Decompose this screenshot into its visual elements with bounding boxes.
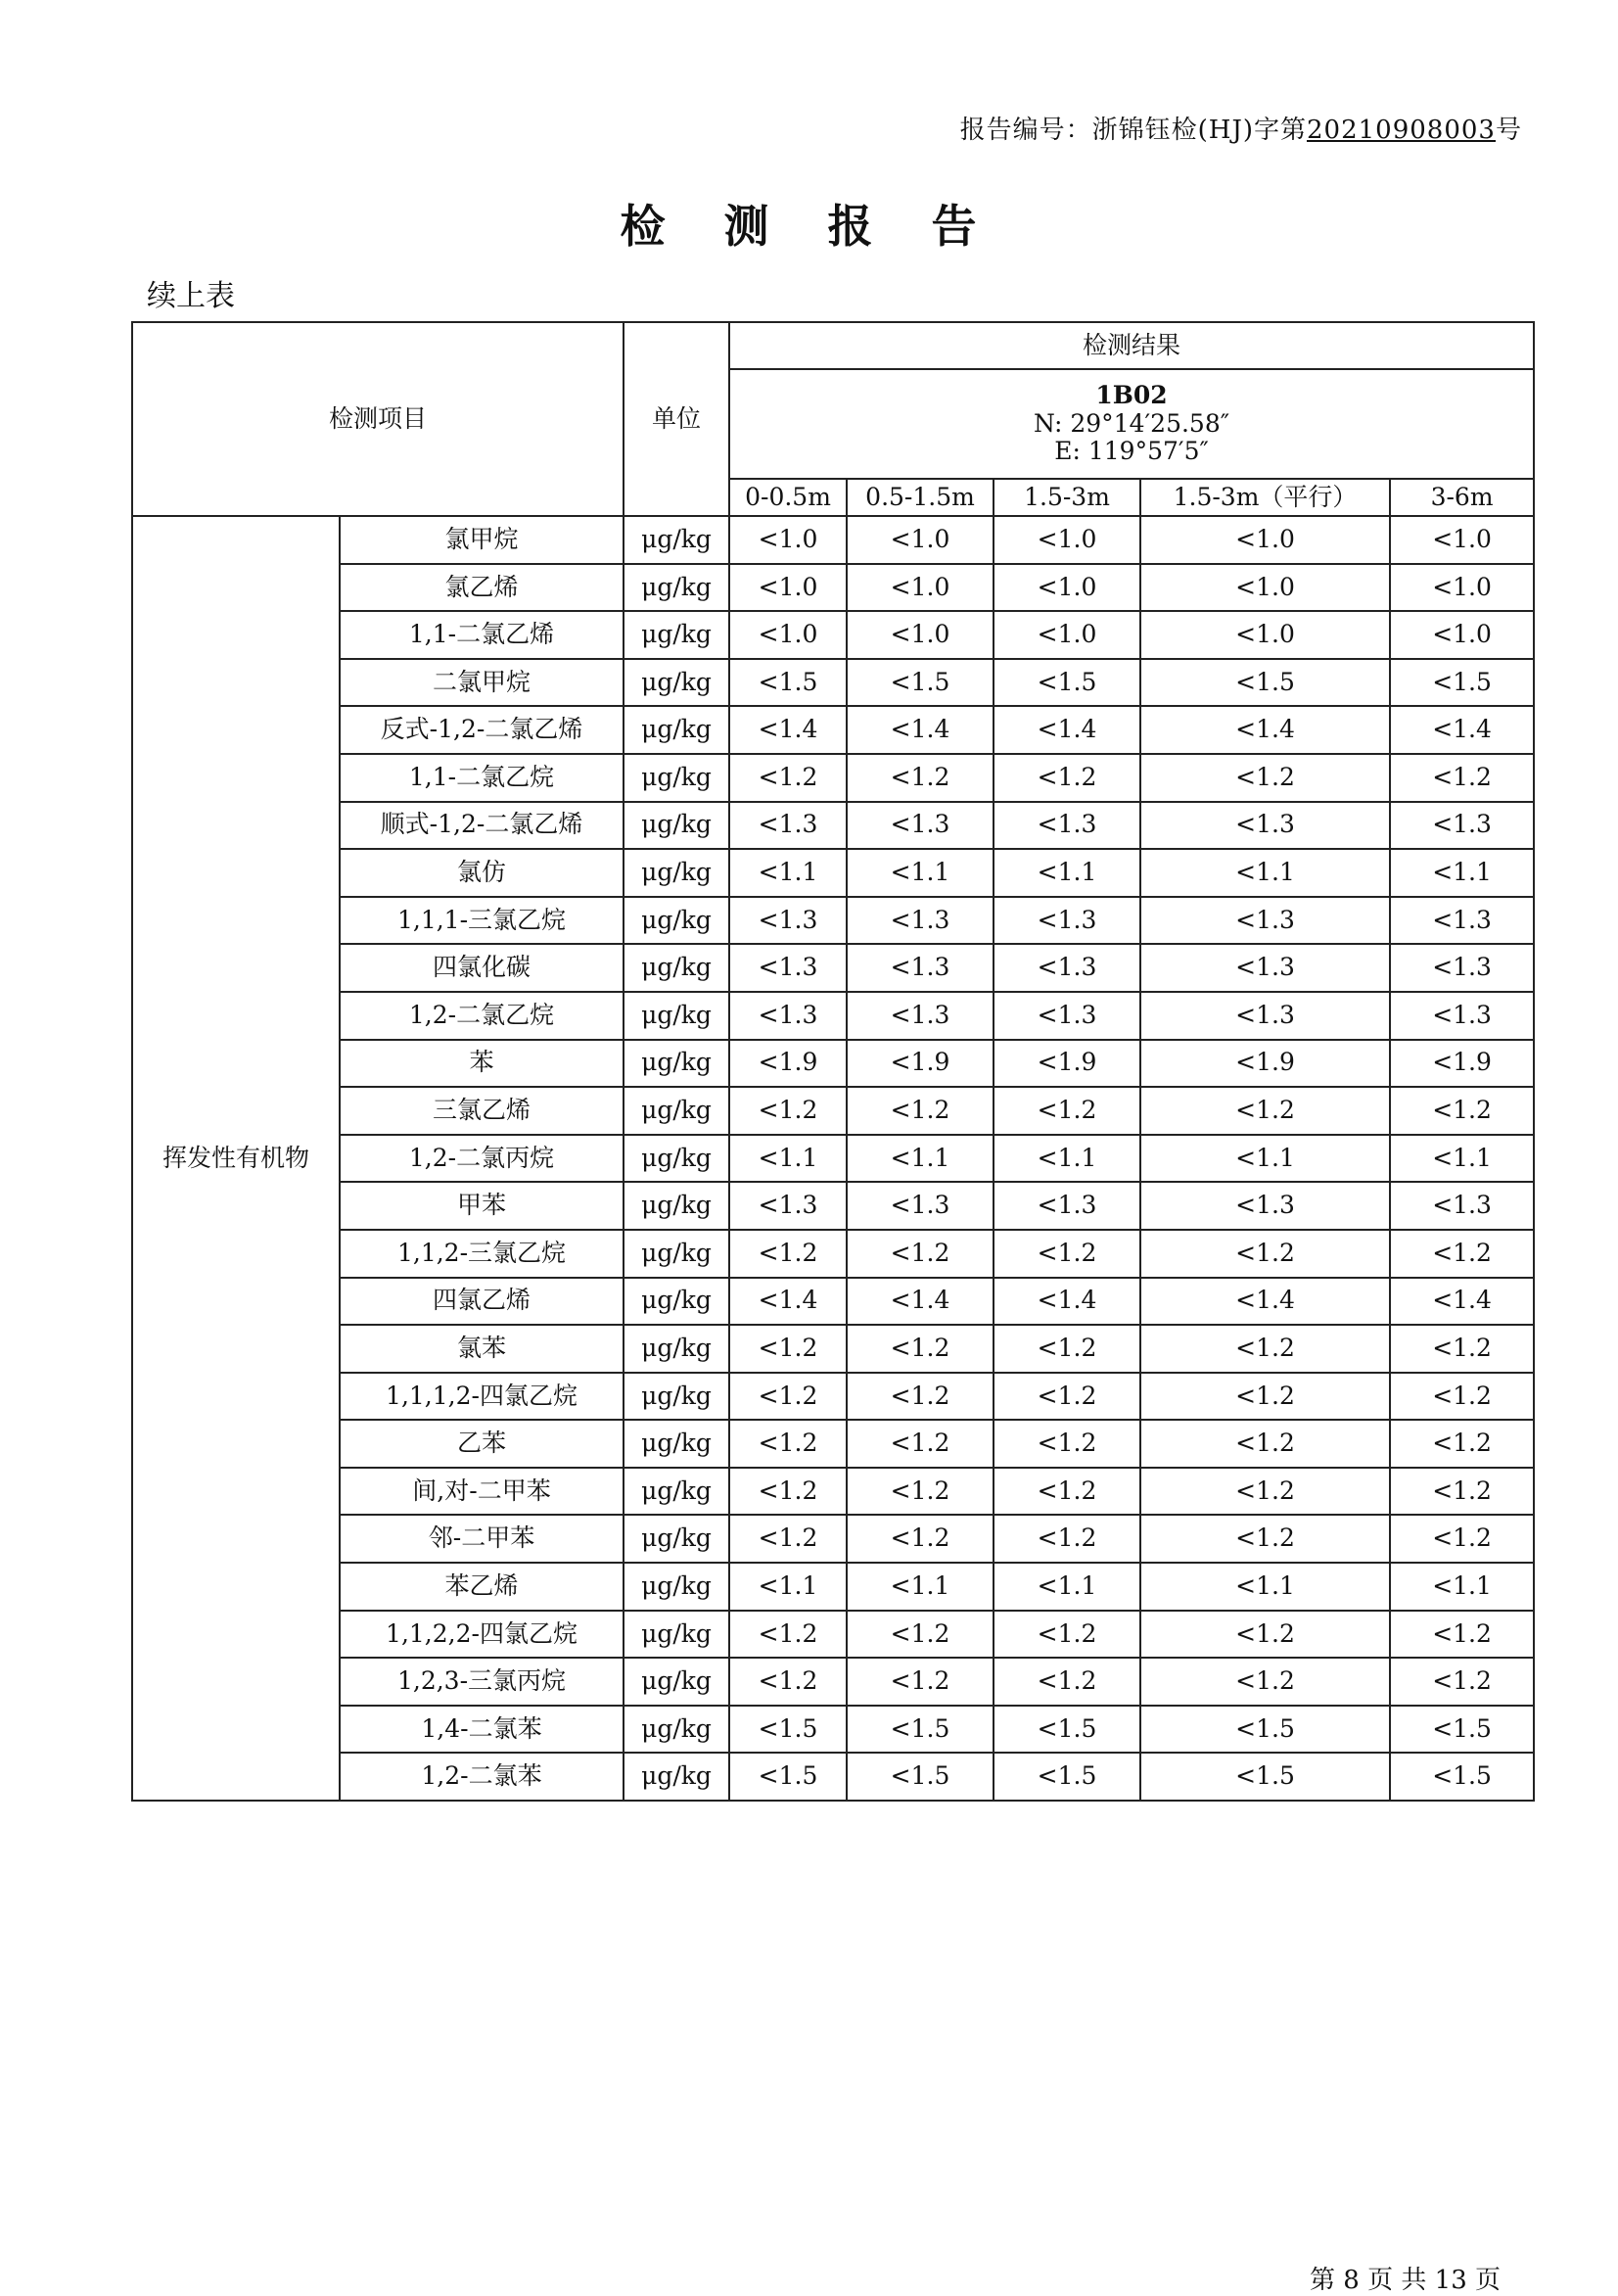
site-code: 1B02 (1095, 380, 1168, 409)
table-row (132, 1611, 1534, 1659)
table-row (132, 564, 1534, 612)
result-value: <1.4 (1390, 1278, 1534, 1326)
result-value: <1.1 (994, 849, 1140, 897)
site-latitude: N: 29°14′25.58″ (1034, 408, 1230, 438)
result-value: <1.0 (1390, 611, 1534, 659)
result-value: <1.2 (1140, 1468, 1390, 1516)
result-value: <1.5 (847, 1753, 994, 1801)
result-value: <1.5 (1390, 1753, 1534, 1801)
result-value: <1.3 (994, 992, 1140, 1040)
result-value: <1.2 (994, 1325, 1140, 1373)
result-value: <1.5 (994, 1706, 1140, 1754)
result-value: <1.1 (729, 849, 847, 897)
analyte-name: 氯仿 (340, 849, 624, 897)
unit-cell: μg/kg (624, 1182, 729, 1230)
result-value: <1.2 (1390, 1325, 1534, 1373)
result-value: <1.2 (1390, 1468, 1534, 1516)
table-row (132, 849, 1534, 897)
report-number-prefix: 报告编号：浙锦钰检(HJ)字第 (959, 116, 1308, 145)
result-value: <1.0 (1140, 611, 1390, 659)
analyte-name: 氯甲烷 (340, 516, 624, 564)
result-value: <1.5 (1140, 659, 1390, 707)
result-value: <1.3 (847, 1182, 994, 1230)
unit-cell: μg/kg (624, 802, 729, 850)
result-value: <1.4 (847, 706, 994, 754)
result-value: <1.2 (994, 1658, 1140, 1706)
result-value: <1.5 (729, 659, 847, 707)
unit-cell: μg/kg (624, 564, 729, 612)
analyte-name: 1,1-二氯乙烯 (340, 611, 624, 659)
report-number-suffix: 号 (1495, 116, 1522, 145)
table-row (132, 1753, 1534, 1801)
result-value: <1.5 (729, 1706, 847, 1754)
unit-cell: μg/kg (624, 992, 729, 1040)
result-value: <1.9 (994, 1040, 1140, 1088)
result-value: <1.1 (1140, 1135, 1390, 1183)
result-value: <1.0 (994, 564, 1140, 612)
analyte-name: 氯苯 (340, 1325, 624, 1373)
result-value: <1.1 (994, 1135, 1140, 1183)
analyte-name: 1,4-二氯苯 (340, 1706, 624, 1754)
result-value: <1.2 (847, 1468, 994, 1516)
continued-label: 续上表 (147, 279, 235, 313)
unit-cell: μg/kg (624, 1658, 729, 1706)
unit-cell: μg/kg (624, 516, 729, 564)
depth-column-header: 1.5-3m (994, 479, 1140, 516)
item-header: 检测项目 (132, 322, 624, 516)
document-title: 检 测 报 告 (620, 200, 998, 253)
unit-cell: μg/kg (624, 944, 729, 992)
unit-cell: μg/kg (624, 1135, 729, 1183)
result-value: <1.3 (847, 802, 994, 850)
table-row (132, 1278, 1534, 1326)
result-value: <1.1 (994, 1563, 1140, 1611)
result-value: <1.2 (994, 1420, 1140, 1468)
result-value: <1.2 (1140, 754, 1390, 802)
result-value: <1.5 (994, 1753, 1140, 1801)
result-value: <1.2 (729, 1230, 847, 1278)
result-value: <1.3 (729, 802, 847, 850)
result-value: <1.3 (994, 897, 1140, 945)
unit-cell: μg/kg (624, 754, 729, 802)
result-value: <1.3 (994, 802, 1140, 850)
unit-cell: μg/kg (624, 611, 729, 659)
result-value: <1.3 (1140, 802, 1390, 850)
analyte-name: 乙苯 (340, 1420, 624, 1468)
result-value: <1.3 (1390, 802, 1534, 850)
report-number-value: 20210908003 (1307, 116, 1496, 145)
result-value: <1.2 (729, 1468, 847, 1516)
analyte-name: 1,1-二氯乙烷 (340, 754, 624, 802)
table-row (132, 1182, 1534, 1230)
result-value: <1.3 (1140, 992, 1390, 1040)
result-value: <1.3 (847, 944, 994, 992)
result-value: <1.0 (847, 611, 994, 659)
result-value: <1.2 (1140, 1515, 1390, 1563)
result-value: <1.2 (994, 1515, 1140, 1563)
result-value: <1.2 (847, 1515, 994, 1563)
analyte-name: 甲苯 (340, 1182, 624, 1230)
result-value: <1.2 (847, 1087, 994, 1135)
analyte-name: 反式-1,2-二氯乙烯 (340, 706, 624, 754)
result-value: <1.2 (847, 754, 994, 802)
result-value: <1.5 (847, 1706, 994, 1754)
page-number: 第 8 页 共 13 页 (1310, 2266, 1501, 2295)
analyte-name: 1,1,1-三氯乙烷 (340, 897, 624, 945)
result-value: <1.2 (1140, 1325, 1390, 1373)
result-value: <1.9 (847, 1040, 994, 1088)
unit-cell: μg/kg (624, 1373, 729, 1421)
result-value: <1.1 (1390, 849, 1534, 897)
result-value: <1.4 (994, 706, 1140, 754)
result-value: <1.0 (1140, 564, 1390, 612)
result-value: <1.3 (1140, 944, 1390, 992)
depth-column-header: 3-6m (1390, 479, 1534, 516)
result-value: <1.3 (847, 897, 994, 945)
result-value: <1.0 (847, 516, 994, 564)
result-value: <1.2 (729, 1658, 847, 1706)
table-row (132, 1040, 1534, 1088)
result-value: <1.3 (729, 992, 847, 1040)
result-value: <1.3 (729, 1182, 847, 1230)
result-value: <1.2 (1140, 1230, 1390, 1278)
result-value: <1.0 (994, 516, 1140, 564)
result-value: <1.5 (1390, 1706, 1534, 1754)
result-value: <1.3 (1390, 1182, 1534, 1230)
result-value: <1.4 (847, 1278, 994, 1326)
result-value: <1.2 (729, 754, 847, 802)
unit-cell: μg/kg (624, 1515, 729, 1563)
table-row (132, 1087, 1534, 1135)
result-value: <1.1 (1390, 1563, 1534, 1611)
result-value: <1.2 (847, 1373, 994, 1421)
result-value: <1.2 (729, 1611, 847, 1659)
analyte-name: 1,1,2-三氯乙烷 (340, 1230, 624, 1278)
table-row (132, 1230, 1534, 1278)
depth-column-header: 0.5-1.5m (847, 479, 994, 516)
table-row (132, 1515, 1534, 1563)
result-value: <1.2 (847, 1420, 994, 1468)
result-value: <1.2 (994, 754, 1140, 802)
unit-cell: μg/kg (624, 706, 729, 754)
result-value: <1.2 (729, 1373, 847, 1421)
result-value: <1.2 (1390, 1611, 1534, 1659)
result-value: <1.0 (1140, 516, 1390, 564)
result-value: <1.2 (1390, 754, 1534, 802)
result-table (131, 321, 1535, 1802)
analyte-name: 间,对-二甲苯 (340, 1468, 624, 1516)
result-value: <1.4 (729, 706, 847, 754)
result-value: <1.2 (1140, 1373, 1390, 1421)
result-value: <1.1 (1140, 1563, 1390, 1611)
unit-cell: μg/kg (624, 1563, 729, 1611)
analyte-name: 苯乙烯 (340, 1563, 624, 1611)
result-value: <1.0 (847, 564, 994, 612)
table-row (132, 1325, 1534, 1373)
result-value: <1.9 (729, 1040, 847, 1088)
result-value: <1.2 (994, 1087, 1140, 1135)
result-value: <1.2 (847, 1611, 994, 1659)
table-row (132, 1373, 1534, 1421)
results-header: 检测结果 (729, 322, 1534, 369)
result-value: <1.9 (1140, 1040, 1390, 1088)
result-value: <1.3 (1390, 944, 1534, 992)
result-value: <1.4 (994, 1278, 1140, 1326)
table-row (132, 1706, 1534, 1754)
result-value: <1.3 (847, 992, 994, 1040)
analyte-name: 苯 (340, 1040, 624, 1088)
depth-column-header: 1.5-3m（平行） (1140, 479, 1390, 516)
result-value: <1.2 (1390, 1658, 1534, 1706)
result-value: <1.2 (994, 1230, 1140, 1278)
result-value: <1.2 (729, 1087, 847, 1135)
result-value: <1.1 (847, 849, 994, 897)
result-value: <1.4 (1140, 706, 1390, 754)
result-value: <1.2 (847, 1658, 994, 1706)
analyte-name: 1,2-二氯丙烷 (340, 1135, 624, 1183)
unit-cell: μg/kg (624, 1087, 729, 1135)
unit-cell: μg/kg (624, 1230, 729, 1278)
result-value: <1.1 (729, 1135, 847, 1183)
table-row (132, 1563, 1534, 1611)
table-row (132, 897, 1534, 945)
table-row (132, 611, 1534, 659)
result-value: <1.2 (1390, 1373, 1534, 1421)
unit-cell: μg/kg (624, 897, 729, 945)
table-row (132, 992, 1534, 1040)
unit-cell: μg/kg (624, 849, 729, 897)
result-value: <1.1 (1390, 1135, 1534, 1183)
analyte-name: 四氯乙烯 (340, 1278, 624, 1326)
table-row (132, 516, 1534, 564)
table-row (132, 1658, 1534, 1706)
result-value: <1.0 (994, 611, 1140, 659)
result-value: <1.3 (994, 944, 1140, 992)
table-row (132, 706, 1534, 754)
site-longitude: E: 119°57′5″ (1054, 437, 1209, 466)
result-value: <1.5 (847, 659, 994, 707)
table-row (132, 659, 1534, 707)
result-value: <1.4 (729, 1278, 847, 1326)
result-value: <1.2 (847, 1325, 994, 1373)
result-value: <1.2 (1390, 1230, 1534, 1278)
result-value: <1.4 (1140, 1278, 1390, 1326)
unit-cell: μg/kg (624, 1706, 729, 1754)
result-value: <1.1 (847, 1563, 994, 1611)
result-value: <1.2 (1140, 1087, 1390, 1135)
result-value: <1.2 (729, 1325, 847, 1373)
analyte-name: 邻-二甲苯 (340, 1515, 624, 1563)
analyte-name: 三氯乙烯 (340, 1087, 624, 1135)
result-value: <1.3 (994, 1182, 1140, 1230)
result-value: <1.0 (1390, 564, 1534, 612)
result-value: <1.0 (729, 564, 847, 612)
unit-cell: μg/kg (624, 1468, 729, 1516)
unit-cell: μg/kg (624, 659, 729, 707)
analyte-name: 1,1,1,2-四氯乙烷 (340, 1373, 624, 1421)
site-info (729, 369, 1534, 479)
unit-cell: μg/kg (624, 1753, 729, 1801)
result-value: <1.3 (729, 944, 847, 992)
unit-header: 单位 (624, 322, 729, 516)
analyte-name: 1,2-二氯乙烷 (340, 992, 624, 1040)
table-row (132, 802, 1534, 850)
result-value: <1.3 (1390, 992, 1534, 1040)
analyte-name: 二氯甲烷 (340, 659, 624, 707)
table-row (132, 754, 1534, 802)
result-value: <1.2 (1390, 1515, 1534, 1563)
table-row (132, 1135, 1534, 1183)
result-value: <1.2 (729, 1515, 847, 1563)
analyte-name: 1,1,2,2-四氯乙烷 (340, 1611, 624, 1659)
result-value: <1.3 (729, 897, 847, 945)
result-value: <1.2 (994, 1373, 1140, 1421)
result-value: <1.0 (729, 516, 847, 564)
result-value: <1.9 (1390, 1040, 1534, 1088)
result-value: <1.2 (1140, 1611, 1390, 1659)
analyte-name: 顺式-1,2-二氯乙烯 (340, 802, 624, 850)
result-value: <1.2 (1140, 1420, 1390, 1468)
result-value: <1.5 (1390, 659, 1534, 707)
analyte-name: 氯乙烯 (340, 564, 624, 612)
result-value: <1.4 (1390, 706, 1534, 754)
result-value: <1.3 (1390, 897, 1534, 945)
result-value: <1.1 (729, 1563, 847, 1611)
depth-column-header: 0-0.5m (729, 479, 847, 516)
unit-cell: μg/kg (624, 1420, 729, 1468)
result-value: <1.2 (1140, 1658, 1390, 1706)
unit-cell: μg/kg (624, 1040, 729, 1088)
result-value: <1.3 (1140, 1182, 1390, 1230)
report-number (960, 110, 1522, 146)
result-value: <1.5 (994, 659, 1140, 707)
category-cell: 挥发性有机物 (132, 516, 340, 1801)
table-row (132, 1468, 1534, 1516)
unit-cell: μg/kg (624, 1611, 729, 1659)
result-value: <1.2 (994, 1611, 1140, 1659)
analyte-name: 四氯化碳 (340, 944, 624, 992)
result-value: <1.2 (1390, 1420, 1534, 1468)
result-value: <1.0 (729, 611, 847, 659)
unit-cell: μg/kg (624, 1325, 729, 1373)
table-row (132, 944, 1534, 992)
result-value: <1.0 (1390, 516, 1534, 564)
result-value: <1.2 (994, 1468, 1140, 1516)
result-value: <1.2 (1390, 1087, 1534, 1135)
result-value: <1.5 (729, 1753, 847, 1801)
unit-cell: μg/kg (624, 1278, 729, 1326)
analyte-name: 1,2-二氯苯 (340, 1753, 624, 1801)
result-value: <1.3 (1140, 897, 1390, 945)
result-value: <1.5 (1140, 1753, 1390, 1801)
result-value: <1.1 (1140, 849, 1390, 897)
result-value: <1.2 (729, 1420, 847, 1468)
analyte-name: 1,2,3-三氯丙烷 (340, 1658, 624, 1706)
result-value: <1.5 (1140, 1706, 1390, 1754)
result-value: <1.2 (847, 1230, 994, 1278)
result-value: <1.1 (847, 1135, 994, 1183)
table-row (132, 1420, 1534, 1468)
